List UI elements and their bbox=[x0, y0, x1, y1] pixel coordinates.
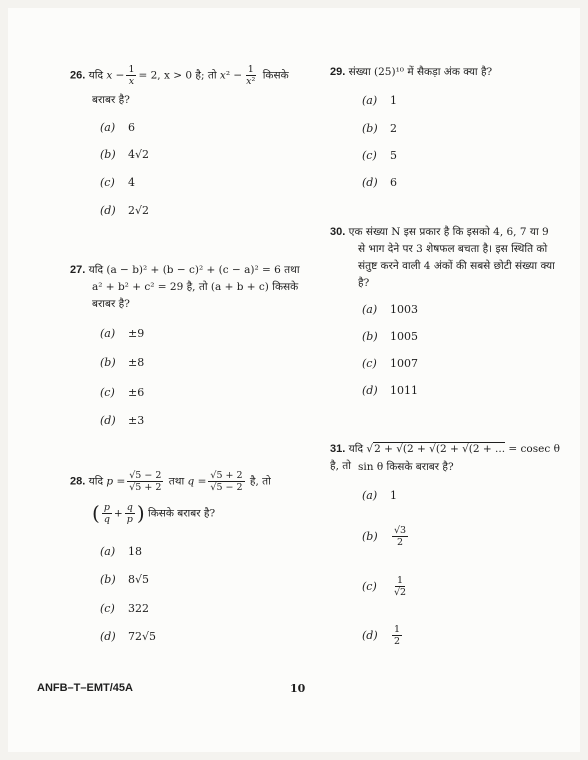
question-30-line1: 30. एक संख्या N इस प्रकार है कि इसको 4, 6, 7 या 9 bbox=[330, 226, 549, 238]
q29-option-b[interactable]: (b) 2 bbox=[362, 122, 397, 135]
question-31-line2: sin θ किसके बराबर है? bbox=[358, 461, 454, 473]
q27-option-a[interactable]: (a) ±9 bbox=[100, 327, 145, 340]
q26-option-b[interactable]: (b) 4√2 bbox=[100, 148, 150, 161]
q29-option-c[interactable]: (c) 5 bbox=[362, 149, 397, 162]
q26-option-c[interactable]: (c) 4 bbox=[100, 176, 135, 189]
q29-option-d[interactable]: (d) 6 bbox=[362, 176, 397, 189]
q27-option-d[interactable]: (d) ±3 bbox=[100, 414, 145, 427]
q28-option-d[interactable]: (d) 72√5 bbox=[100, 630, 157, 643]
q27-option-c[interactable]: (c) ±6 bbox=[100, 386, 145, 399]
question-27-line1: 27. यदि (a − b)² + (b − c)² + (c − a)² = 6 तथा bbox=[70, 264, 300, 276]
question-28-stem: 28. यदि p = $\frac{√5 - 2}{√5 + 2}$ तथा q = $\frac{√5 + 2}{√5 - 2}$ है, तो bbox=[70, 470, 271, 493]
question-26-stem: 26. यदि x − $\frac{1}{x}$ = 2, x > 0 है; तो x² − $\frac{1}{\text{x²}}$ किसके bbox=[70, 64, 289, 87]
q27-option-b[interactable]: (b) ±8 bbox=[100, 356, 145, 369]
q28-option-b[interactable]: (b) 8√5 bbox=[100, 573, 150, 586]
q31-option-d[interactable]: (d) $\frac{1}{2}$ bbox=[362, 624, 401, 647]
q30-option-a[interactable]: (a) 1003 bbox=[362, 303, 418, 316]
q31-option-b[interactable]: (b) $\frac{√3}{2}$ bbox=[362, 525, 407, 548]
question-28-line2: ( $\frac{p}{q}$ + $\frac{q}{p}$ ) किसके बराबर है? bbox=[92, 501, 216, 525]
question-29-stem: 29. संख्या (25)¹⁰ में सैकड़ा अंक क्या है? bbox=[330, 66, 493, 78]
q28-option-a[interactable]: (a) 18 bbox=[100, 545, 142, 558]
paper-code: ANFB–T–EMT/45A bbox=[37, 682, 133, 694]
question-27-line3: बराबर है? bbox=[92, 298, 130, 310]
page-number: 10 bbox=[290, 682, 306, 695]
q30-option-d[interactable]: (d) 1011 bbox=[362, 384, 418, 397]
question-26-line2: बराबर है? bbox=[92, 94, 130, 106]
q31-option-a[interactable]: (a) 1 bbox=[362, 489, 397, 502]
question-30-line2: से भाग देने पर 3 शेषफल बचता है। इस स्थिति को bbox=[358, 243, 548, 255]
question-30-line4: है? bbox=[358, 277, 370, 289]
q26-option-d[interactable]: (d) 2√2 bbox=[100, 204, 150, 217]
q30-option-c[interactable]: (c) 1007 bbox=[362, 357, 418, 370]
q26-option-a[interactable]: (a) 6 bbox=[100, 121, 135, 134]
q31-option-c[interactable]: (c) $\frac{1}{√2}$ bbox=[362, 575, 407, 598]
q28-option-c[interactable]: (c) 322 bbox=[100, 602, 149, 615]
q29-option-a[interactable]: (a) 1 bbox=[362, 94, 397, 107]
question-number: 26. bbox=[70, 69, 86, 82]
q30-option-b[interactable]: (b) 1005 bbox=[362, 330, 418, 343]
question-30-line3: संतुष्ट करने वाली 4 अंकों की सबसे छोटी संख्या क्या bbox=[358, 260, 555, 272]
exam-page bbox=[8, 8, 580, 752]
question-31-stem: 31. यदि √2 + √(2 + √(2 + √(2 + ... = cosec θ है, तो bbox=[330, 443, 560, 472]
question-27-line2: a² + b² + c² = 29 है, तो (a + b + c) किसके bbox=[92, 281, 299, 293]
